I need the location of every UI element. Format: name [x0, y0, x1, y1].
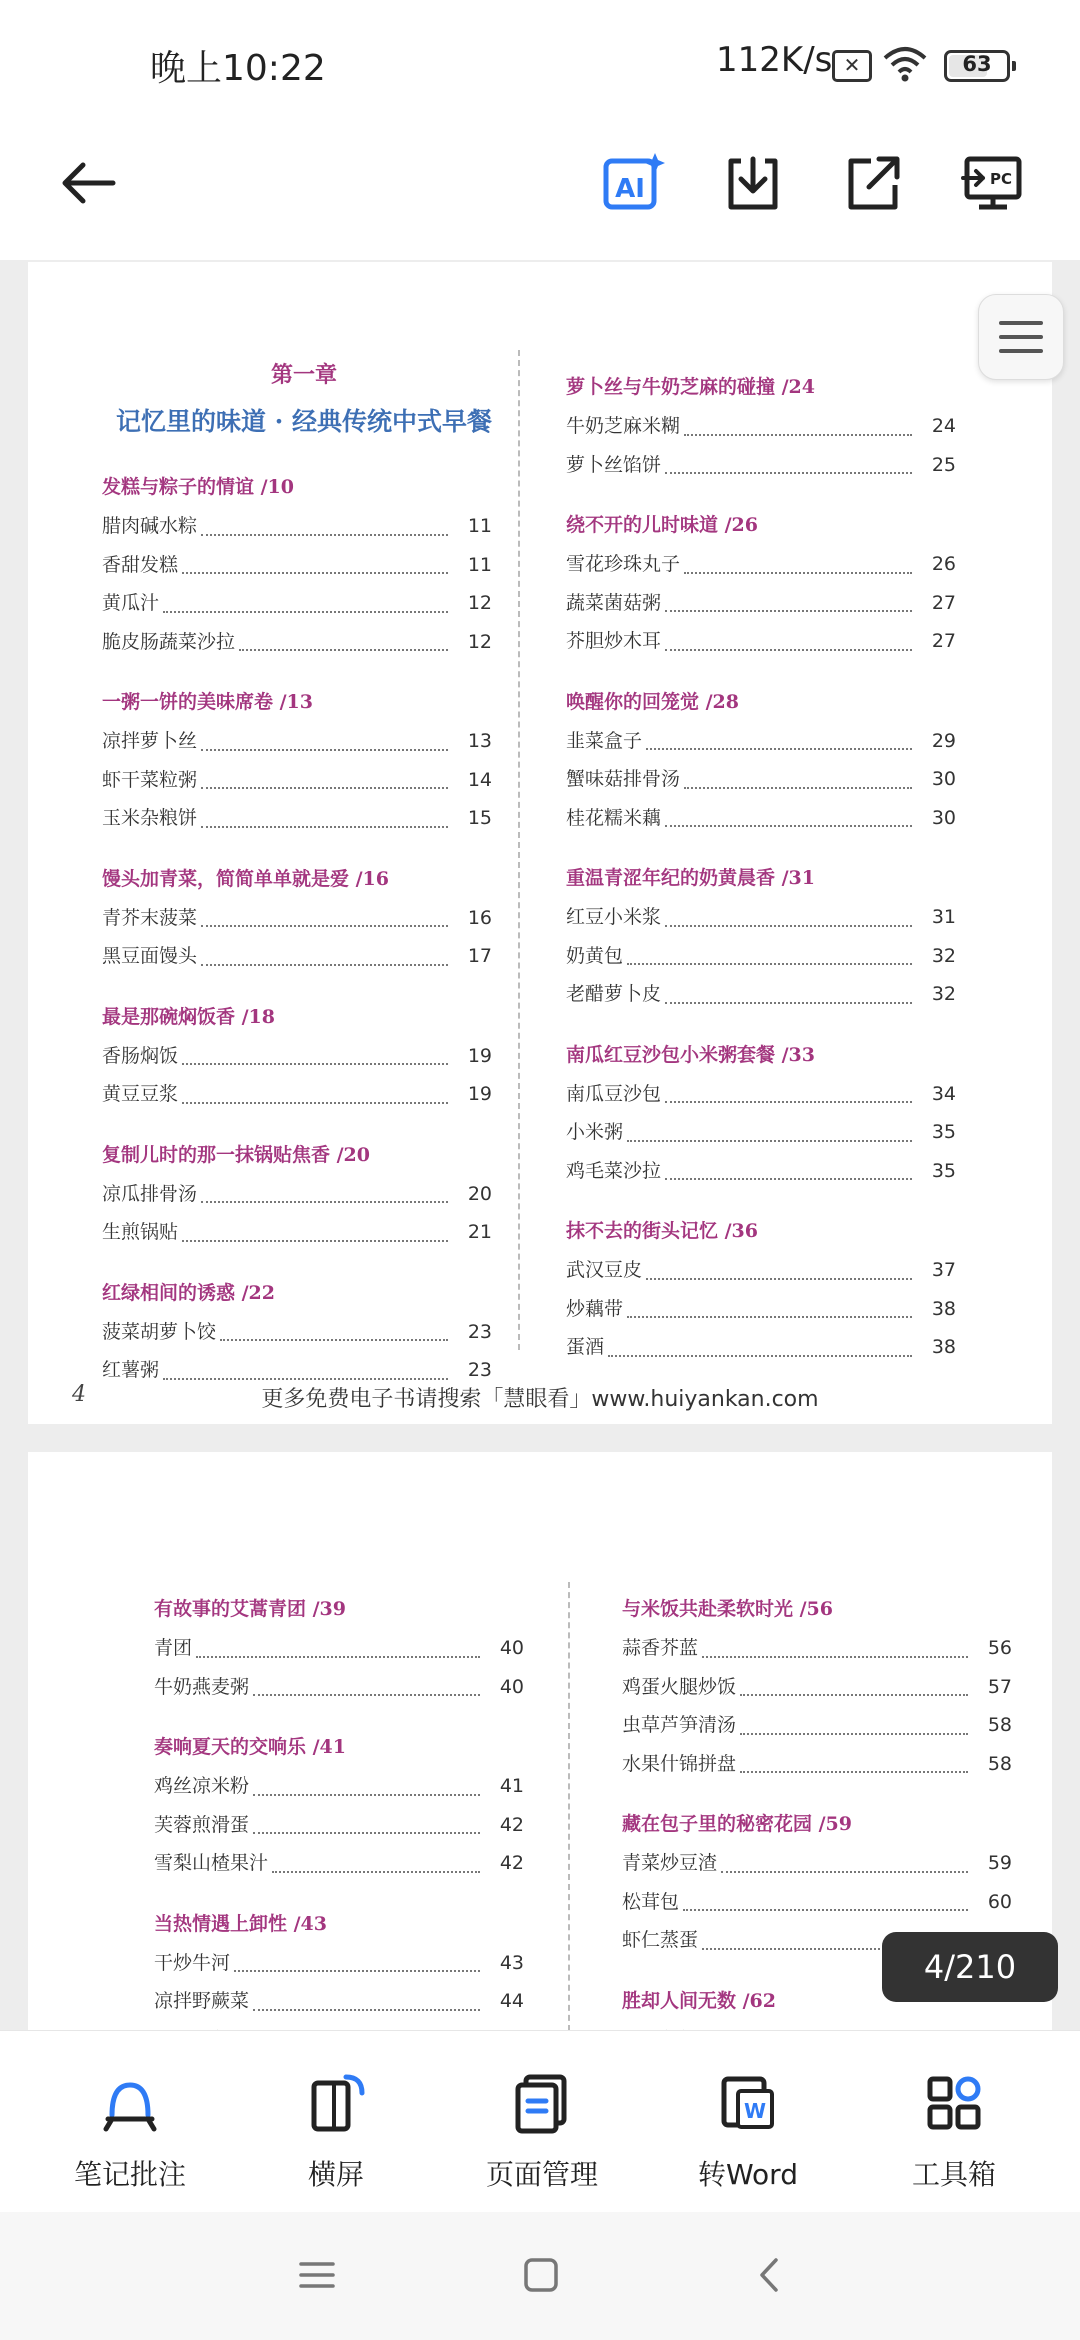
toc-entry[interactable]	[102, 1313, 492, 1352]
toc-entry[interactable]	[102, 584, 492, 623]
toc-section-title: 唤醒你的回笼觉 /28	[566, 690, 739, 713]
toc-entry[interactable]	[102, 1213, 492, 1252]
system-nav-bar	[0, 2212, 1080, 2340]
dot-leader	[253, 1794, 480, 1796]
dot-leader	[182, 1102, 448, 1104]
toc-entry[interactable]	[566, 407, 956, 446]
download-button[interactable]	[718, 148, 788, 218]
toc-entry-name: 小米粥	[566, 1121, 624, 1143]
toc-section-title: 与米饭共赴柔软时光 /56	[622, 1598, 833, 1620]
dot-leader	[201, 787, 448, 789]
toc-entry[interactable]	[154, 1668, 524, 1707]
network-speed: 112K/s	[716, 40, 833, 80]
toc-entry[interactable]	[566, 722, 956, 761]
dot-leader	[627, 963, 912, 965]
toc-entry-name: 武汉豆皮	[566, 1259, 643, 1281]
pc-transfer-button[interactable]	[958, 148, 1028, 218]
toc-left-column	[154, 1594, 524, 2059]
toc-entry[interactable]	[622, 1745, 1012, 1784]
dot-leader	[201, 826, 448, 828]
toc-entry-page: 60	[987, 1890, 1012, 1913]
toc-entry-name: 炒藕带	[566, 1297, 624, 1320]
toc-entry-name: 香肠焖饭	[102, 1044, 179, 1067]
svg-text:PC: PC	[989, 170, 1013, 188]
toc-entry[interactable]	[622, 1668, 1012, 1707]
dot-leader	[721, 1871, 968, 1873]
toc-entry-page: 27	[931, 591, 956, 614]
dot-leader	[684, 572, 912, 574]
toc-entry[interactable]	[566, 584, 956, 623]
toc-entry-page: 58	[987, 1752, 1012, 1775]
battery-icon	[944, 50, 1010, 82]
dot-leader	[239, 649, 448, 651]
menu-icon	[299, 2260, 335, 2290]
outline-menu-button[interactable]	[978, 294, 1064, 380]
toolbox-button[interactable]	[846, 2031, 1062, 2213]
toc-entry[interactable]	[154, 1982, 524, 2021]
dot-leader	[253, 1694, 480, 1696]
toc-entry-page: 27	[931, 630, 956, 652]
toc-entry-name: 生煎锅贴	[102, 1221, 179, 1243]
dot-leader	[201, 1201, 448, 1203]
status-bar	[0, 0, 1080, 120]
toc-entry-name: 芙蓉煎滑蛋	[154, 1813, 250, 1836]
toc-entry-page: 31	[931, 906, 956, 928]
toc-section-title: 奏响夏天的交响乐 /41	[154, 1736, 346, 1758]
toc-entry-page: 13	[467, 730, 492, 752]
page-indicator: 4/210	[882, 1932, 1058, 2002]
toc-entry-page: 56	[987, 1637, 1012, 1659]
toc-entry-page: 58	[987, 1714, 1012, 1736]
toc-entry-name: 蟹味菇排骨汤	[566, 768, 681, 790]
dot-leader	[665, 610, 912, 612]
toc-entry-name: 香甜发糕	[102, 553, 179, 576]
toc-entry-page: 17	[467, 945, 492, 967]
dot-leader	[665, 472, 912, 474]
toc-entry-name: 芥胆炒木耳	[566, 630, 662, 652]
toc-entry[interactable]	[622, 1629, 1012, 1668]
toc-entry-page: 43	[499, 1951, 524, 1974]
dot-leader	[201, 749, 448, 751]
back-button[interactable]	[54, 148, 124, 218]
dot-leader	[163, 1378, 448, 1380]
toc-entry[interactable]	[566, 622, 956, 661]
toc-section-title: 复制儿时的那一抹锅贴焦香 /20	[102, 1143, 370, 1166]
chapter-number: 第一章	[270, 362, 337, 388]
back-arrow-icon	[57, 151, 121, 215]
document-viewer[interactable]	[0, 262, 1080, 2030]
recents-button[interactable]	[292, 2250, 342, 2300]
dot-leader	[608, 1355, 912, 1357]
toc-entry-page: 23	[467, 1359, 492, 1381]
dot-leader	[740, 1694, 968, 1696]
toc-entry[interactable]	[102, 899, 492, 938]
toc-entry-name: 雪梨山楂果汁	[154, 1852, 269, 1874]
dot-leader	[163, 611, 448, 613]
toc-entry-page: 29	[931, 729, 956, 752]
toc-section-title: 绕不开的儿时味道 /26	[566, 514, 758, 536]
toc-entry[interactable]	[102, 761, 492, 800]
toc-entry-name: 黄豆豆浆	[102, 1083, 179, 1105]
toc-entry-page: 25	[931, 453, 956, 476]
toc-entry[interactable]	[102, 1037, 492, 1076]
status-time: 晚上10:22	[150, 48, 326, 89]
toc-entry-name: 玉米杂粮饼	[102, 807, 198, 829]
rotate-landscape-icon	[304, 2071, 368, 2135]
landscape-label: 横屏	[307, 2158, 364, 2191]
toc-entry[interactable]	[566, 1251, 956, 1290]
toc-entry-name: 水果什锦拼盘	[622, 1752, 737, 1775]
share-icon	[841, 151, 905, 215]
toc-entry-page: 32	[931, 944, 956, 967]
dot-leader	[665, 1101, 912, 1103]
ai-button[interactable]	[598, 148, 668, 218]
toc-entry-name: 老醋萝卜皮	[566, 983, 662, 1005]
toc-entry-page: 20	[467, 1182, 492, 1205]
toc-entry-page: 24	[931, 415, 956, 437]
toc-section-title: 南瓜红豆沙包小米粥套餐 /33	[566, 1043, 815, 1066]
toc-entry-name: 松茸包	[622, 1890, 680, 1913]
note-annotate-button[interactable]	[22, 2031, 238, 2213]
pc-transfer-icon	[961, 151, 1025, 215]
dot-leader	[182, 1240, 448, 1242]
toc-entry[interactable]	[102, 623, 492, 662]
dot-leader	[220, 1339, 448, 1341]
convert-word-label: 转Word	[698, 2158, 798, 2191]
toc-entry[interactable]	[566, 1290, 956, 1329]
toc-entry-name: 萝卜丝馅饼	[566, 453, 662, 476]
toc-entry-name: 鸡丝凉米粉	[154, 1775, 250, 1797]
toc-entry-page: 34	[931, 1082, 956, 1105]
home-square-icon	[523, 2257, 559, 2293]
dot-leader	[665, 925, 912, 927]
toc-entry-name: 韭菜盒子	[566, 729, 643, 752]
toc-entry-page: 16	[467, 906, 492, 929]
toc-entry-page: 41	[499, 1775, 524, 1797]
toc-entry-name: 蒜香芥蓝	[622, 1637, 699, 1659]
document-page	[28, 262, 1052, 1424]
toc-section-title: 一粥一饼的美味席卷 /13	[102, 691, 313, 713]
toc-entry-page: 11	[467, 515, 492, 537]
convert-word-button[interactable]	[640, 2031, 856, 2213]
toc-entry-name: 凉拌野蕨菜	[154, 1990, 250, 2012]
page-manage-icon	[510, 2071, 574, 2135]
toc-entry[interactable]	[102, 546, 492, 585]
toc-entry[interactable]	[566, 937, 956, 976]
toc-section-title: 萝卜丝与牛奶芝麻的碰撞 /24	[566, 376, 815, 398]
toc-entry-name: 鸡毛菜沙拉	[566, 1159, 662, 1182]
bottom-action-bar	[0, 2030, 1080, 2213]
dot-leader	[665, 1178, 912, 1180]
dot-leader	[272, 1871, 480, 1873]
toc-entry[interactable]	[154, 1944, 524, 1983]
toc-entry-page: 11	[467, 553, 492, 576]
toc-entry-name: 黄瓜汁	[102, 592, 160, 614]
toc-entry-name: 虫草芦笋清汤	[622, 1714, 737, 1736]
toc-entry[interactable]	[566, 898, 956, 937]
home-button[interactable]	[516, 2250, 566, 2300]
toc-entry-page: 30	[931, 806, 956, 829]
toc-right-column	[566, 372, 956, 1367]
toc-entry[interactable]	[622, 1844, 1012, 1883]
toc-entry-name: 牛奶燕麦粥	[154, 1675, 250, 1698]
toc-section-title: 胜却人间无数 /62	[622, 1989, 776, 2012]
toolbox-label: 工具箱	[911, 2158, 996, 2191]
toc-entry-page: 35	[931, 1121, 956, 1143]
toc-section-title: 藏在包子里的秘密花园 /59	[622, 1813, 852, 1835]
toc-entry-name: 鸡蛋火腿炒饭	[622, 1675, 737, 1698]
toc-entry-name: 青菜炒豆渣	[622, 1852, 718, 1874]
toc-entry[interactable]	[102, 799, 492, 838]
toc-entry-page: 14	[467, 768, 492, 791]
toc-entry[interactable]	[102, 507, 492, 546]
toc-entry-name: 干炒牛河	[154, 1951, 231, 1974]
toc-entry[interactable]	[102, 937, 492, 976]
toc-entry-page: 40	[499, 1637, 524, 1659]
page-number: 4	[72, 1382, 86, 1407]
dot-leader	[646, 748, 912, 750]
top-toolbar	[0, 120, 1080, 260]
toc-entry-name: 凉瓜排骨汤	[102, 1182, 198, 1205]
toc-entry[interactable]	[566, 446, 956, 485]
dot-leader	[627, 1316, 912, 1318]
dot-leader	[684, 434, 912, 436]
toc-entry[interactable]	[102, 1075, 492, 1114]
toc-entry[interactable]	[566, 975, 956, 1014]
system-back-button[interactable]	[744, 2250, 794, 2300]
toc-entry-page: 30	[931, 768, 956, 790]
toc-entry[interactable]	[566, 545, 956, 584]
share-button[interactable]	[838, 148, 908, 218]
toc-entry-name: 青芥末菠菜	[102, 906, 198, 929]
toc-entry-page: 12	[467, 592, 492, 614]
toc-section-title: 有故事的艾蒿青团 /39	[154, 1598, 346, 1620]
svg-text:W: W	[743, 2099, 767, 2123]
toc-entry[interactable]	[622, 1706, 1012, 1745]
toc-left-column	[102, 472, 492, 1390]
toc-entry[interactable]	[566, 1075, 956, 1114]
toc-entry-name: 腊肉碱水粽	[102, 515, 198, 537]
dot-leader	[196, 1656, 480, 1658]
chevron-left-icon	[754, 2257, 784, 2293]
toc-entry[interactable]	[566, 1328, 956, 1367]
toc-entry-page: 35	[931, 1159, 956, 1182]
dot-leader	[702, 1656, 968, 1658]
page-manage-button[interactable]	[434, 2031, 650, 2213]
toc-entry-name: 桂花糯米藕	[566, 806, 662, 829]
toc-entry-name: 南瓜豆沙包	[566, 1082, 662, 1105]
toc-entry-name: 奶黄包	[566, 944, 624, 967]
toc-entry[interactable]	[102, 1175, 492, 1214]
dot-leader	[201, 964, 448, 966]
toc-entry-name: 牛奶芝麻米糊	[566, 415, 681, 437]
toc-entry-name: 青团	[154, 1637, 193, 1659]
download-icon	[721, 151, 785, 215]
toc-entry[interactable]	[102, 722, 492, 761]
dot-leader	[740, 1771, 968, 1773]
dot-leader	[684, 787, 912, 789]
dot-leader	[627, 1140, 912, 1142]
toc-entry-name: 菠菜胡萝卜饺	[102, 1320, 217, 1343]
dot-leader	[646, 1278, 912, 1280]
toc-entry[interactable]	[566, 799, 956, 838]
dot-leader	[201, 534, 448, 536]
dot-leader	[665, 825, 912, 827]
toc-entry[interactable]	[566, 1113, 956, 1152]
toc-entry-page: 19	[467, 1083, 492, 1105]
toc-entry-page: 44	[499, 1990, 524, 2012]
wifi-icon	[882, 44, 928, 84]
toc-entry-name: 凉拌萝卜丝	[102, 730, 198, 752]
toc-entry-page: 42	[499, 1852, 524, 1874]
toc-entry-page: 32	[931, 983, 956, 1005]
word-convert-icon	[716, 2071, 780, 2135]
toc-entry-name: 黑豆面馒头	[102, 945, 198, 967]
toc-entry-page: 59	[987, 1852, 1012, 1874]
toc-entry-page: 37	[931, 1259, 956, 1281]
note-annotate-label: 笔记批注	[73, 2158, 186, 2191]
column-divider	[518, 350, 520, 1350]
dot-leader	[253, 1832, 480, 1834]
toc-section-title: 抹不去的街头记忆 /36	[566, 1220, 758, 1242]
toc-entry-name: 红薯粥	[102, 1359, 160, 1381]
toc-section-title: 发糕与粽子的情谊 /10	[102, 476, 294, 498]
toc-entry-page: 12	[467, 630, 492, 653]
toc-entry-name: 脆皮肠蔬菜沙拉	[102, 630, 236, 653]
toc-entry[interactable]	[154, 1806, 524, 1845]
toc-entry-page: 42	[499, 1813, 524, 1836]
note-annotate-icon	[98, 2071, 162, 2135]
no-sim-icon: ✕	[832, 50, 872, 82]
toc-entry[interactable]	[566, 760, 956, 799]
footer-text: 更多免费电子书请搜索「慧眼看」www.huiyankan.com	[261, 1387, 819, 1412]
toc-section-title: 红绿相间的诱惑 /22	[102, 1281, 275, 1304]
chapter-title: 记忆里的味道 · 经典传统中式早餐	[115, 407, 493, 436]
toc-entry-page: 21	[467, 1221, 492, 1243]
toc-entry-page: 26	[931, 553, 956, 575]
toc-entry-name: 红豆小米浆	[566, 906, 662, 928]
toc-entry[interactable]	[154, 1629, 524, 1668]
toc-entry[interactable]	[622, 1883, 1012, 1922]
toc-section-title: 最是那碗焖饭香 /18	[102, 1005, 275, 1028]
dot-leader	[201, 925, 448, 927]
dot-leader	[182, 1063, 448, 1065]
toc-entry-name: 雪花珍珠丸子	[566, 553, 681, 575]
toc-entry-name: 蛋酒	[566, 1336, 605, 1358]
dot-leader	[740, 1733, 968, 1735]
toc-entry[interactable]	[154, 1767, 524, 1806]
ai-icon	[601, 151, 665, 215]
toc-section-title: 当热情遇上卸性 /43	[154, 1912, 327, 1935]
toc-entry-page: 19	[467, 1044, 492, 1067]
toc-entry[interactable]	[154, 1844, 524, 1883]
toc-entry-name: 虾仁蒸蛋	[622, 1929, 699, 1951]
toc-entry-page: 57	[987, 1675, 1012, 1698]
dot-leader	[182, 572, 448, 574]
toc-entry-page: 38	[931, 1336, 956, 1358]
dot-leader	[253, 2009, 480, 2011]
toc-entry-page: 23	[467, 1320, 492, 1343]
toc-section-title: 重温青涩年纪的奶黄晨香 /31	[566, 867, 815, 889]
dot-leader	[683, 1909, 968, 1911]
toc-entry-name: 虾干菜粒粥	[102, 768, 198, 791]
toc-entry-page: 40	[499, 1675, 524, 1698]
toc-section-title: 馒头加青菜，简简单单就是爱 /16	[102, 867, 389, 890]
toc-entry-name: 蔬菜菌菇粥	[566, 591, 662, 614]
svg-text:AI: AI	[615, 174, 645, 204]
dot-leader	[234, 1970, 480, 1972]
landscape-button[interactable]	[228, 2031, 444, 2213]
dot-leader	[665, 649, 912, 651]
toc-entry-page: 38	[931, 1297, 956, 1320]
battery-level: 63	[962, 52, 992, 76]
dot-leader	[665, 1002, 912, 1004]
toc-entry[interactable]	[566, 1152, 956, 1191]
toc-entry-page: 15	[467, 807, 492, 829]
toolbox-icon	[922, 2071, 986, 2135]
page-manage-label: 页面管理	[485, 2158, 598, 2191]
